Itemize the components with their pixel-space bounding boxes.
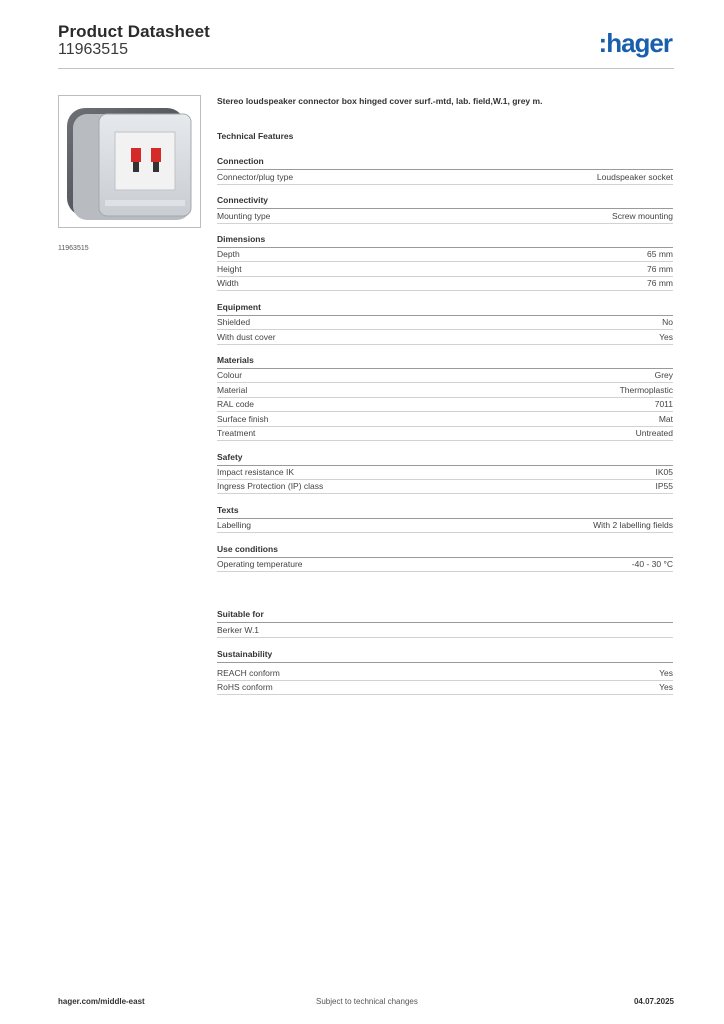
spec-label: Colour <box>217 370 243 380</box>
spec-value: IP55 <box>655 481 673 491</box>
group-use-conditions: Use conditions <box>217 544 673 558</box>
spec-value: 7011 <box>654 399 673 409</box>
spec-row <box>217 331 673 345</box>
group-safety: Safety <box>217 452 673 466</box>
spec-label: Labelling <box>217 520 252 530</box>
spec-label: With dust cover <box>217 332 276 342</box>
spec-label: Ingress Protection (IP) class <box>217 481 324 491</box>
spec-row <box>217 384 673 398</box>
spec-row <box>217 466 673 480</box>
spec-value: 76 mm <box>647 264 673 274</box>
connector-box-illustration <box>59 96 200 227</box>
spec-label: Width <box>217 278 239 288</box>
footer-note: Subject to technical changes <box>316 997 418 1006</box>
product-photo <box>58 95 201 228</box>
spec-row <box>217 248 673 262</box>
spec-value: IK05 <box>655 467 673 477</box>
group-materials: Materials <box>217 355 673 369</box>
spec-value: Yes <box>659 668 673 678</box>
spec-value: Loudspeaker socket <box>596 172 673 182</box>
spec-value: Thermoplastic <box>619 385 673 395</box>
footer-website-link[interactable]: hager.com/middle-east <box>58 997 145 1006</box>
spec-row <box>217 624 673 638</box>
footer-date: 04.07.2025 <box>633 997 674 1006</box>
spec-value: Yes <box>659 332 673 342</box>
spec-value: -40 - 30 °C <box>631 559 673 569</box>
spec-value: Grey <box>654 370 673 380</box>
spec-label: Impact resistance IK <box>217 467 295 477</box>
spec-label: Connector/plug type <box>217 172 294 182</box>
spec-value: 65 mm <box>647 249 673 259</box>
spec-row <box>217 519 673 533</box>
group-texts: Texts <box>217 505 673 519</box>
spec-row <box>217 413 673 427</box>
product-number: 11963515 <box>58 41 128 58</box>
group-suitable-for: Suitable for <box>217 609 673 623</box>
spec-label: Material <box>217 385 248 395</box>
spec-label: REACH conform <box>217 668 280 678</box>
spec-label: Height <box>217 264 242 274</box>
spec-row <box>217 210 673 224</box>
spec-row <box>217 398 673 412</box>
spec-row <box>217 316 673 330</box>
group-equipment: Equipment <box>217 302 673 316</box>
spec-value: No <box>662 317 673 327</box>
header-divider <box>58 68 674 69</box>
group-connection: Connection <box>217 156 673 170</box>
spec-label: Shielded <box>217 317 251 327</box>
spec-value: With 2 labelling fields <box>593 520 673 530</box>
spec-label: Depth <box>217 249 240 259</box>
hager-logo: :hager <box>598 28 672 58</box>
spec-label: Mounting type <box>217 211 271 221</box>
spec-row <box>217 480 673 494</box>
spec-label: RoHS conform <box>217 682 273 692</box>
product-description: Stereo loudspeaker connector box hinged cover surf.-mtd, lab. field,W.1, grey m. <box>217 96 543 106</box>
spec-value: Untreated <box>635 428 673 438</box>
spec-value: Screw mounting <box>612 211 673 221</box>
group-sustainability: Sustainability <box>217 649 673 663</box>
spec-label: Berker W.1 <box>217 625 260 635</box>
spec-row <box>217 171 673 185</box>
spec-value: Mat <box>658 414 673 424</box>
spec-row <box>217 558 673 572</box>
spec-value: 76 mm <box>647 278 673 288</box>
spec-value: Yes <box>659 682 673 692</box>
technical-features-title: Technical Features <box>217 131 294 141</box>
spec-row <box>217 667 673 681</box>
spec-row <box>217 369 673 383</box>
spec-label: Treatment <box>217 428 256 438</box>
spec-row <box>217 277 673 291</box>
spec-label: Operating temperature <box>217 559 303 569</box>
group-dimensions: Dimensions <box>217 234 673 248</box>
group-connectivity: Connectivity <box>217 195 673 209</box>
page-title: Product Datasheet <box>58 22 210 41</box>
page-header <box>58 20 674 68</box>
spec-row <box>217 263 673 277</box>
spec-label: RAL code <box>217 399 255 409</box>
spec-row <box>217 681 673 695</box>
spec-row <box>217 427 673 441</box>
spec-label: Surface finish <box>217 414 269 424</box>
photo-caption: 11963515 <box>58 245 89 252</box>
